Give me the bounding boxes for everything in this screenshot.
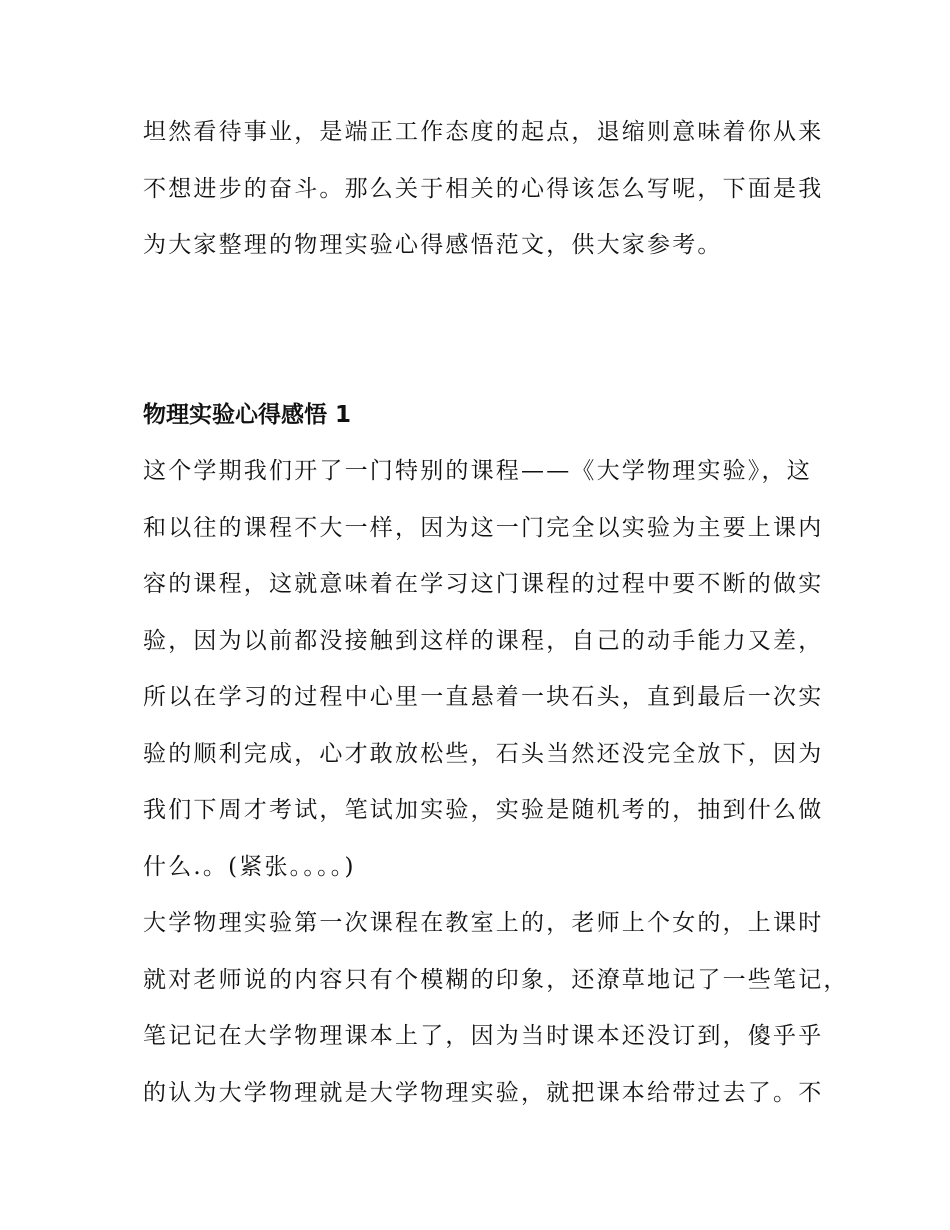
paragraph-spacer bbox=[143, 274, 833, 387]
text-column bbox=[143, 104, 849, 1121]
body-line: 什么.。(紧张。。。。) bbox=[143, 853, 356, 880]
section-body bbox=[143, 443, 849, 1121]
section-heading: 物理实验心得感悟 1 bbox=[143, 401, 352, 428]
body-line: 笔记记在大学物理课本上了，因为当时课本还没订到，傻乎乎 bbox=[143, 1023, 824, 1049]
intro-paragraph bbox=[143, 104, 833, 274]
intro-line: 不想进步的奋斗。那么关于相关的心得该怎么写呢，下面是我 bbox=[143, 175, 824, 202]
body-line: 大学物理实验第一次课程在教室上的，老师上个女的，上课时 bbox=[143, 910, 824, 936]
body-line: 容的课程，这就意味着在学习这门课程的过程中要不断的做实 bbox=[143, 571, 824, 597]
body-line: 我们下周才考试，笔试加实验，实验是随机考的，抽到什么做 bbox=[143, 797, 824, 823]
intro-line: 坦然看待事业，是端正工作态度的起点，退缩则意味着你从来 bbox=[143, 119, 824, 145]
body-line: 验的顺利完成，心才敢放松些，石头当然还没完全放下，因为 bbox=[143, 740, 824, 767]
body-line: 验，因为以前都没接触到这样的课程，自己的动手能力又差， bbox=[143, 627, 824, 654]
body-line: 和以往的课程不大一样，因为这一门完全以实验为主要上课内 bbox=[143, 514, 824, 541]
body-line: 就对老师说的内容只有个模糊的印象，还潦草地记了一些笔记， bbox=[143, 966, 849, 993]
body-line: 所以在学习的过程中心里一直悬着一块石头，直到最后一次实 bbox=[143, 684, 824, 710]
intro-line: 为大家整理的物理实验心得感悟范文，供大家参考。 bbox=[143, 232, 723, 258]
body-line: 这个学期我们开了一门特别的课程——《大学物理实验》，这 bbox=[143, 458, 812, 484]
body-line: 的认为大学物理就是大学物理实验，就把课本给带过去了。不 bbox=[143, 1079, 824, 1106]
